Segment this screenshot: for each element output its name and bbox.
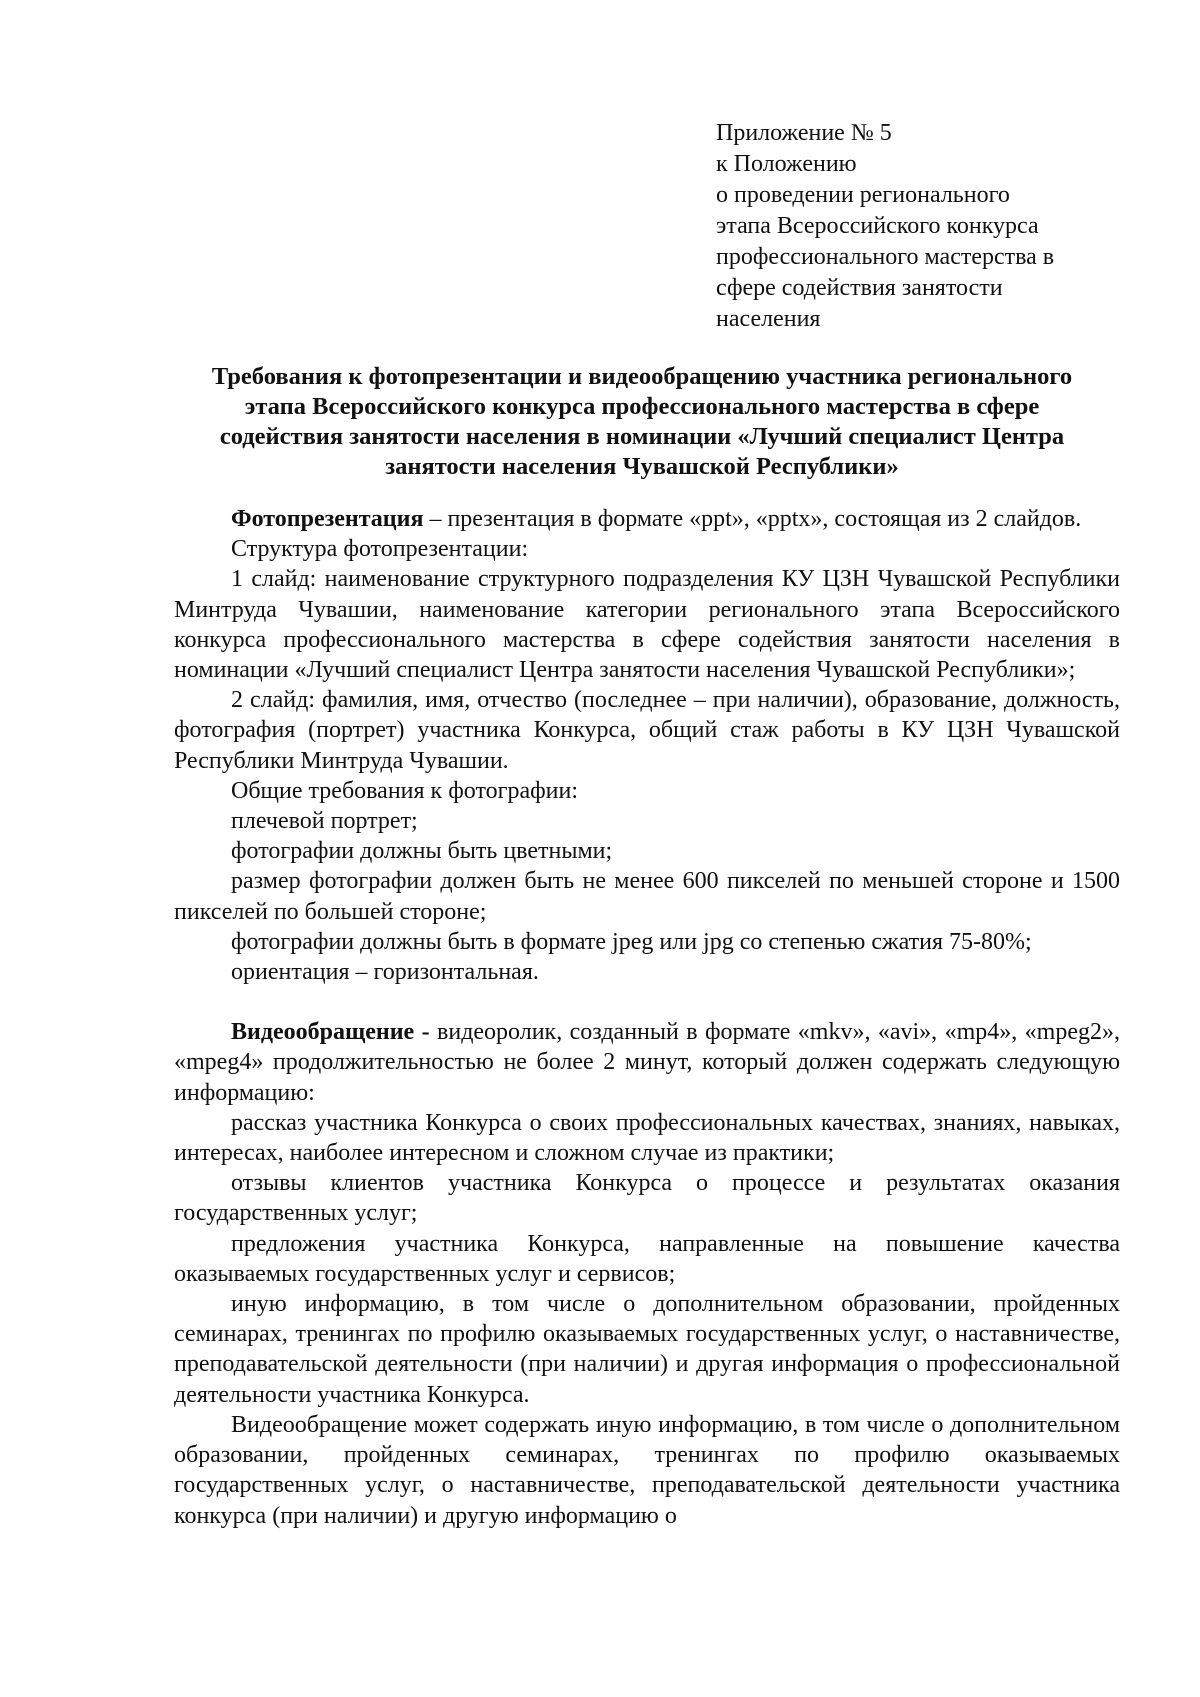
paragraph: иную информацию, в том числе о дополнительном образовании, пройденных семинарах, тренингах по профилю оказываемых государственных услуг, о наставничестве, преподавательской деятельности (при наличии) и другая информация о профессиональной деятельности участника Конкурса.: [174, 1291, 1120, 1408]
video-appeal-term: Видеообращение -: [231, 1019, 430, 1046]
annex-line: Приложение № 5: [716, 120, 892, 146]
paragraph: фотографии должны быть цветными;: [231, 838, 613, 865]
paragraph: 1 слайд: наименование структурного подразделения КУ ЦЗН Чувашской Республики Минтруда Чувашии, наименование категории регионального этапа Всероссийского конкурса профессионального мастерства в сфере содействия занятости населения в номинации «Лучший специалист Центра занятости населения Чувашской Республики»;: [174, 566, 1120, 684]
annex-line: профессионального мастерства в: [716, 244, 1055, 270]
photo-presentation-term: Фотопрезентация: [231, 506, 424, 532]
paragraph: Общие требования к фотографии:: [231, 777, 579, 804]
photo-presentation-description: – презентация в формате «ppt», «pptx», состоящая из 2 слайдов.: [423, 506, 1082, 532]
annex-line: этапа Всероссийского конкурса: [716, 213, 1039, 239]
video-appeal-description: видеоролик, созданный в формате «mkv», «avi», «mp4», «mpeg2», «mpeg4» продолжительностью не более 2 минут, который должен содержать следующую информацию:: [174, 1019, 1120, 1106]
title-line: занятости населения Чувашской Республики»: [385, 453, 899, 480]
title-line: этапа Всероссийского конкурса профессионального мастерства в сфере: [244, 393, 1040, 420]
paragraph: ориентация – горизонтальная.: [231, 959, 539, 986]
paragraph: размер фотографии должен быть не менее 600 пикселей по меньшей стороне и 1500 пикселей по большей стороне;: [174, 868, 1120, 925]
document-body: [174, 504, 1120, 1531]
paragraph: предложения участника Конкурса, направленные на повышение качества оказываемых государственных услуг и сервисов;: [174, 1230, 1120, 1287]
annex-line: к Положению: [716, 151, 857, 177]
paragraph: отзывы клиентов участника Конкурса о процессе и результатах оказания государственных услуг;: [174, 1170, 1120, 1227]
paragraph: фотографии должны быть в формате jpeg или jpg со степенью сжатия 75-80%;: [231, 928, 1032, 955]
title-line: содействия занятости населения в номинации «Лучший специалист Центра: [219, 423, 1065, 450]
title-line: Требования к фотопрезентации и видеообращению участника регионального: [211, 363, 1073, 390]
paragraph: плечевой портрет;: [231, 808, 418, 835]
photo-presentation-definition: [174, 504, 1120, 534]
video-appeal-definition: [174, 1017, 1120, 1108]
annex-line: населения: [716, 306, 821, 332]
annex-line: о проведении регионального: [716, 182, 1010, 208]
annex-reference-block: [716, 118, 1054, 335]
paragraph: 2 слайд: фамилия, имя, отчество (последнее – при наличии), образование, должность, фотография (портрет) участника Конкурса, общий стаж работы в КУ ЦЗН Чувашской Республики Минтруда Чувашии.: [174, 687, 1120, 774]
paragraph: Видеообращение может содержать иную информацию, в том числе о дополнительном образовании, пройденных семинарах, тренингах по профилю оказываемых государственных услуг, о наставничестве, преподавательской деятельности участника конкурса (при наличии) и другую информацию о: [174, 1411, 1120, 1529]
annex-line: сфере содействия занятости: [716, 275, 1003, 301]
document-title: [170, 362, 1114, 482]
paragraph: Структура фотопрезентации:: [231, 536, 529, 563]
paragraph: рассказ участника Конкурса о своих профессиональных качествах, знаниях, навыках, интересах, наиболее интересном и сложном случае из практики;: [174, 1109, 1120, 1167]
